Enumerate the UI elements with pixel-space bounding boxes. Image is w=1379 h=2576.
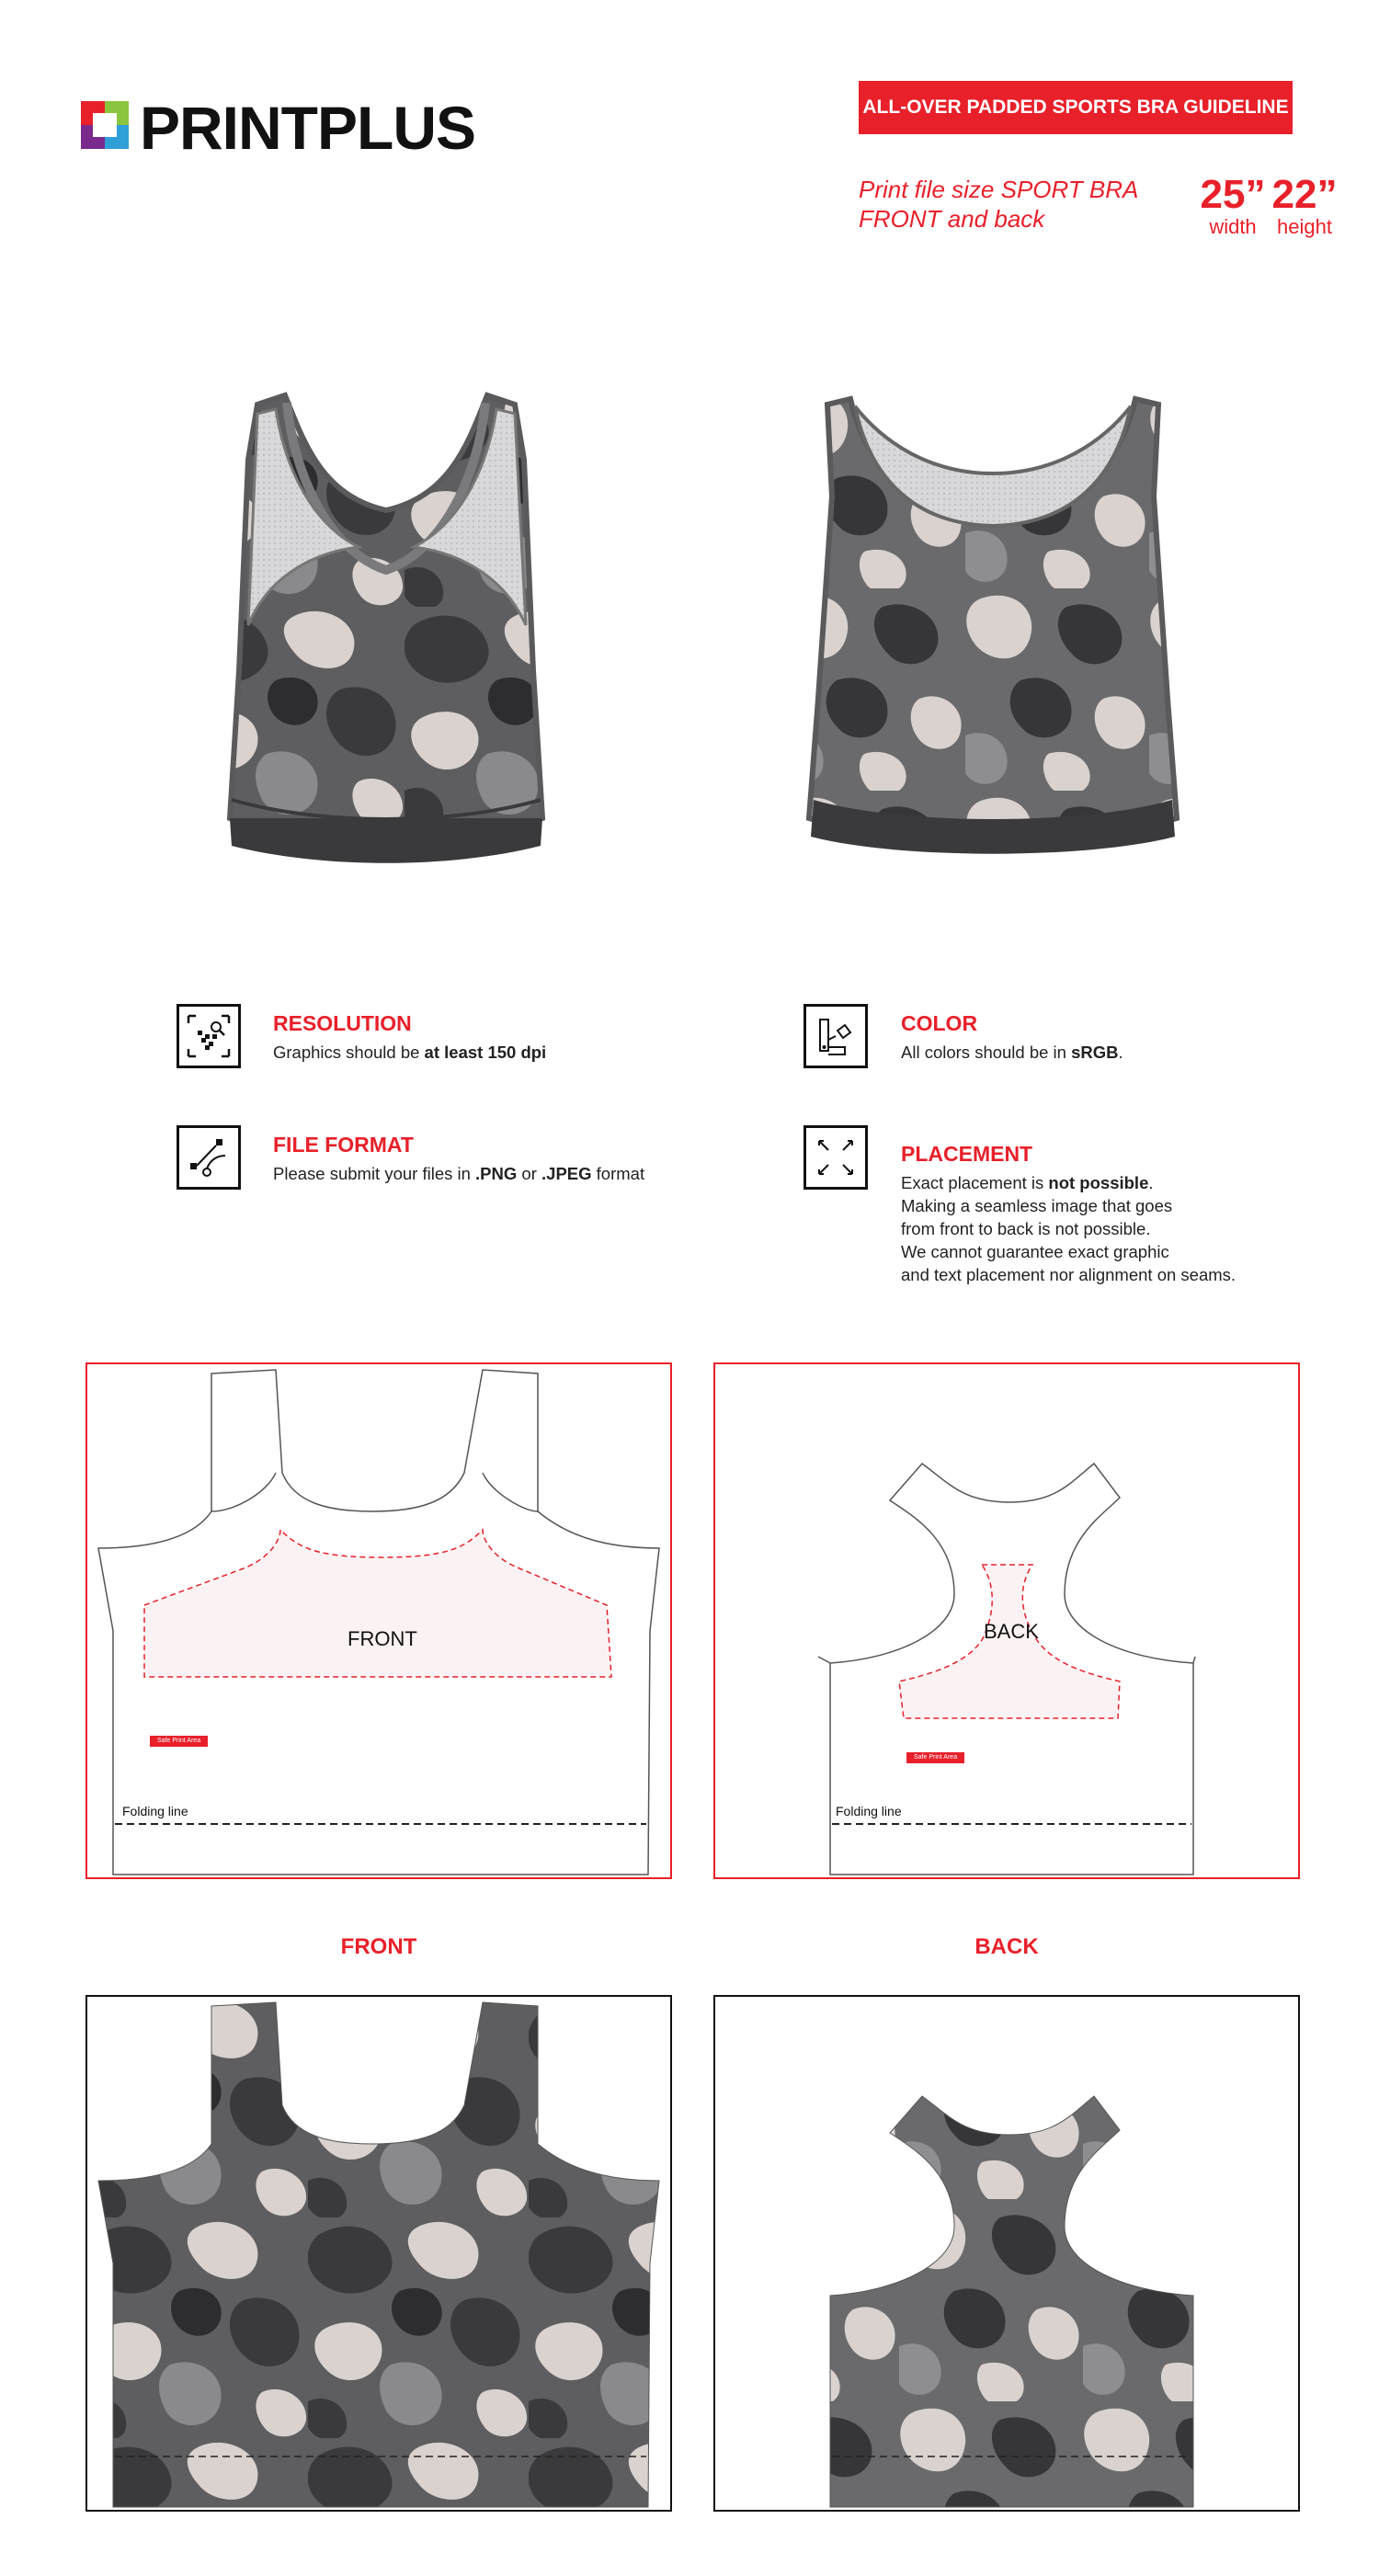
back-template-label: BACK (984, 1620, 1039, 1643)
front-section-label: FRONT (340, 1934, 417, 1959)
height-unit: ” (1316, 172, 1338, 217)
logo (81, 94, 513, 162)
file-format-text-post: format (591, 1164, 645, 1183)
file-format-png: .PNG (475, 1164, 518, 1183)
width-measure (1199, 172, 1267, 239)
placement-line-5: and text placement nor alignment on seams. (901, 1265, 1237, 1284)
resolution-text-bold: at least 150 dpi (424, 1043, 547, 1062)
color-text-bold: sRGB (1071, 1043, 1119, 1062)
resolution-text-pre: Graphics should be (273, 1043, 425, 1062)
height-label: height (1277, 215, 1332, 238)
placement-line-1 (901, 1171, 1305, 1194)
front-template-label: FRONT (348, 1627, 417, 1650)
placement-line-3: from front to back is not possible. (901, 1219, 1151, 1238)
color-swatch-icon (803, 1004, 868, 1068)
width-label: width (1209, 215, 1257, 238)
front-safe-area-tag: Safe Print Area (150, 1736, 208, 1747)
color-text (901, 1041, 1287, 1064)
sports-bra-front-render (781, 386, 1204, 864)
file-format-icon (177, 1125, 241, 1190)
back-folding-line-label: Folding line (836, 1804, 902, 1818)
color-text-pre: All colors should be in (901, 1043, 1072, 1062)
file-format-jpeg: .JPEG (541, 1164, 592, 1183)
placement-text (901, 1171, 1305, 1286)
brand-name: PRINTPLUS (140, 94, 476, 162)
placement-line-1-bold: not possible (1048, 1173, 1149, 1192)
placement-line-4: We cannot guarantee exact graphic (901, 1242, 1169, 1261)
resolution-icon (177, 1004, 241, 1068)
back-camo-print (715, 1997, 1298, 2510)
sports-bra-back-render (184, 386, 588, 873)
print-file-size-label (859, 175, 1153, 234)
width-value: 25 (1200, 172, 1246, 217)
print-file-line-2: FRONT and back (859, 205, 1045, 233)
placement-line-1-pre: Exact placement is (901, 1173, 1049, 1192)
color-title: COLOR (901, 1011, 978, 1035)
placement-title: PLACEMENT (901, 1142, 1033, 1166)
back-template-frame (713, 1362, 1300, 1879)
placement-icon (803, 1125, 868, 1190)
back-safe-area-tag: Safe Print Area (906, 1752, 964, 1763)
resolution-text (273, 1041, 659, 1064)
resolution-title: RESOLUTION (273, 1011, 412, 1035)
height-value: 22 (1271, 172, 1317, 217)
file-format-text-pre: Please submit your files in (273, 1164, 476, 1183)
front-pattern-outline (87, 1364, 670, 1877)
back-section-label: BACK (974, 1934, 1039, 1959)
width-unit: ” (1245, 172, 1266, 217)
front-print-preview-frame (85, 1995, 672, 2512)
front-camo-print (87, 1997, 670, 2510)
print-file-line-1: Print file size SPORT BRA (859, 176, 1139, 203)
color-text-post: . (1118, 1043, 1123, 1062)
front-folding-line-label: Folding line (122, 1804, 188, 1818)
placement-line-2: Making a seamless image that goes (901, 1196, 1173, 1215)
file-format-or: or (517, 1164, 542, 1183)
back-print-preview-frame (713, 1995, 1300, 2512)
file-format-text (273, 1162, 678, 1185)
logo-mark-icon (81, 101, 129, 149)
placement-line-1-post: . (1148, 1173, 1154, 1192)
file-format-title: FILE FORMAT (273, 1133, 414, 1157)
front-template-frame (85, 1362, 672, 1879)
height-measure (1271, 172, 1339, 239)
guideline-badge: ALL-OVER PADDED SPORTS BRA GUIDELINE (859, 81, 1293, 134)
